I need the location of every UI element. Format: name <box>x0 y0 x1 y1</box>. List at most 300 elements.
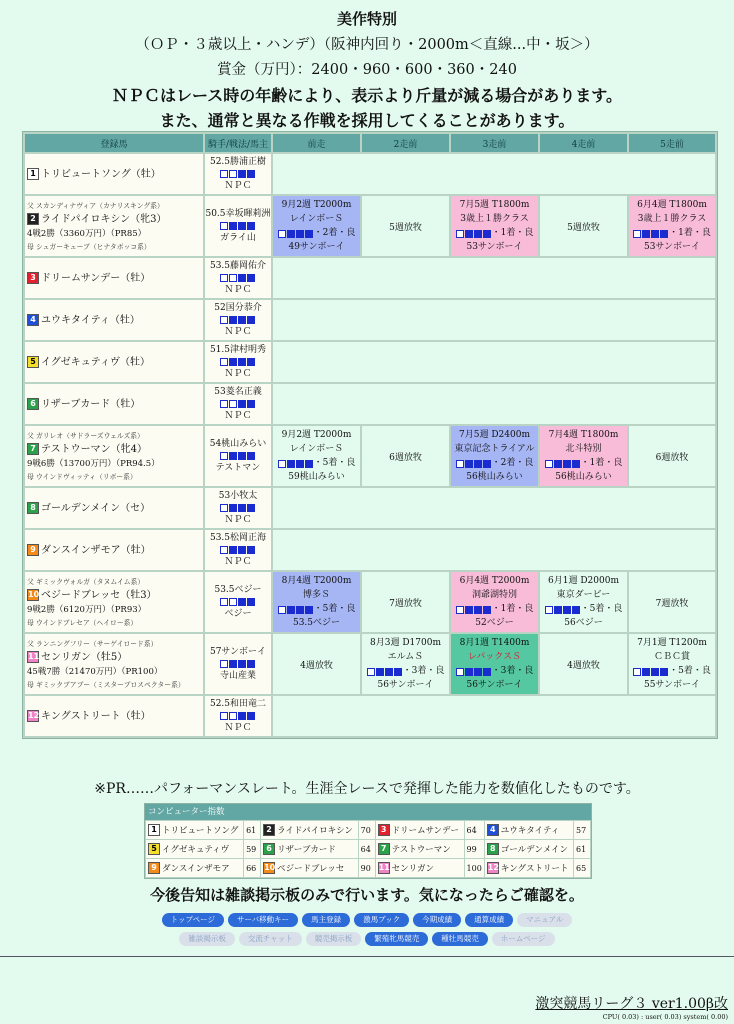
computer-index-table <box>145 820 591 878</box>
running-style-icon <box>456 229 492 237</box>
style-block-icon <box>296 606 304 614</box>
race-result <box>629 226 715 240</box>
style-block-icon <box>465 606 473 614</box>
nav-button[interactable]: 繁殖牝馬競売 <box>365 932 428 946</box>
running-style-icon <box>545 605 581 613</box>
style-block-icon <box>456 460 464 468</box>
horse-dam: 母 ギミックブアブー（ミスタープロスペクター系） <box>27 680 185 689</box>
horse-dam: 母 ウインドブレセア（ヘイロー系） <box>27 618 138 627</box>
style-block-icon <box>474 606 482 614</box>
pc-index-value: 61 <box>574 840 590 858</box>
race-date-distance: 7月1週 T1200m <box>637 638 707 648</box>
running-style <box>205 710 271 722</box>
nav-button-row-1 <box>0 913 734 927</box>
header-last-race: 前走 <box>273 134 360 152</box>
running-style-icon <box>278 605 314 613</box>
running-style-icon <box>456 667 492 675</box>
horse-cell[interactable] <box>25 342 203 382</box>
style-block-icon <box>247 598 255 606</box>
pc-index-value: 66 <box>244 859 260 877</box>
style-block-icon <box>376 668 384 676</box>
jockey-name: 53小牧太 <box>218 491 258 501</box>
empty-race-cell <box>273 530 715 570</box>
jockey-cell <box>205 488 271 528</box>
past-race-cell[interactable] <box>451 196 538 256</box>
nav-button[interactable]: サーバ移動キー <box>228 913 298 927</box>
style-block-icon <box>572 460 580 468</box>
horse-name[interactable] <box>27 442 203 457</box>
style-block-icon <box>278 606 286 614</box>
running-style <box>205 356 271 368</box>
style-block-icon <box>229 316 237 324</box>
style-block-icon <box>238 504 246 512</box>
horse-name[interactable] <box>27 501 203 516</box>
style-block-icon <box>483 230 491 238</box>
table-row <box>25 530 715 570</box>
horse-name[interactable] <box>27 543 203 558</box>
style-block-icon <box>296 460 304 468</box>
gate-number-icon: 5 <box>27 356 39 368</box>
nav-button[interactable]: 雑談掲示板 <box>179 932 235 946</box>
horse-cell[interactable] <box>25 426 203 486</box>
style-block-icon <box>238 358 246 366</box>
race-result <box>451 664 538 678</box>
race-result-text: ・1着・良 <box>491 228 534 238</box>
table-row <box>25 634 715 694</box>
pc-horse-name: センリガン <box>391 863 435 874</box>
race-jockey-weight: 53サンボーイ <box>643 242 700 252</box>
nav-button[interactable]: ホームページ <box>492 932 555 946</box>
table-row <box>146 821 590 839</box>
owner-name: ＮＰＣ <box>224 327 252 337</box>
rest-cell: 7週放牧 <box>629 572 715 632</box>
horse-name[interactable] <box>27 212 203 227</box>
style-block-icon <box>305 606 313 614</box>
gate-number-icon: 10 <box>264 863 276 873</box>
race-prize: 賞金（万円）：2400・960・600・360・240 <box>217 62 517 78</box>
table-row <box>25 488 715 528</box>
race-result-text: ・5着・良 <box>580 604 623 614</box>
style-block-icon <box>483 460 491 468</box>
horse-name-text: ユウキタイティ（牡） <box>41 314 140 326</box>
gate-number-icon: 3 <box>27 272 39 284</box>
owner-name: ＮＰＣ <box>224 369 252 379</box>
gate-number-icon: 12 <box>487 863 499 873</box>
style-block-icon <box>660 668 668 676</box>
jockey-name: 53.5べジー <box>214 585 262 595</box>
horse-name-text: リザーブカード（牡） <box>41 398 141 410</box>
style-block-icon <box>229 452 237 460</box>
app-title[interactable]: 激突競馬リーグ３ ver1.00β改 <box>535 996 728 1012</box>
race-result-text: ・3着・良 <box>491 666 534 676</box>
past-race-cell[interactable] <box>273 426 360 486</box>
gate-number-icon: 9 <box>148 862 160 874</box>
style-block-icon <box>247 712 255 720</box>
style-block-icon <box>238 598 246 606</box>
horse-cell[interactable] <box>25 196 203 256</box>
race-result-text: ・2着・良 <box>313 228 356 238</box>
past-race-cell[interactable] <box>451 634 538 694</box>
horse-name[interactable] <box>27 709 203 724</box>
past-race-cell[interactable] <box>540 572 627 632</box>
style-block-icon <box>287 460 295 468</box>
header-jockey: 騎手/戦法/馬主 <box>205 134 271 152</box>
race-date-distance: 8月1週 T1400m <box>459 638 530 648</box>
running-style-icon <box>220 546 256 554</box>
race-date-distance: 6月4週 T2000m <box>459 576 530 586</box>
strategy-notice: また、通常と異なる作戦を採用してくることがあります。 <box>159 111 575 130</box>
gate-number-icon: 9 <box>27 544 39 556</box>
horse-name[interactable] <box>27 313 203 328</box>
race-name: 北斗特別 <box>565 444 602 454</box>
nav-button[interactable]: 馬主登録 <box>302 913 350 927</box>
running-style-icon <box>278 229 314 237</box>
gate-number-icon: 1 <box>148 824 160 836</box>
header-3-races-ago: 3走前 <box>451 134 538 152</box>
style-block-icon <box>220 546 228 554</box>
past-race-cell[interactable] <box>629 634 715 694</box>
style-block-icon <box>633 230 641 238</box>
race-result-text: ・5着・良 <box>669 666 711 676</box>
running-style-icon <box>220 712 256 720</box>
race-date-distance: 8月3週 D1700m <box>370 638 441 648</box>
horse-sire: 父 スカンディナヴィア（カナリスキング系） <box>27 201 164 210</box>
divider <box>0 956 734 957</box>
table-header-row <box>25 134 715 152</box>
race-result <box>451 602 538 616</box>
style-block-icon <box>305 460 313 468</box>
running-style <box>205 314 271 326</box>
style-block-icon <box>238 170 246 178</box>
style-block-icon <box>220 400 228 408</box>
rest-cell: 6週放牧 <box>362 426 449 486</box>
style-block-icon <box>220 170 228 178</box>
horse-name[interactable] <box>27 355 203 370</box>
style-block-icon <box>385 668 393 676</box>
jockey-name: 52.5和田竜二 <box>209 699 267 709</box>
running-style <box>205 398 271 410</box>
style-block-icon <box>554 606 562 614</box>
table-row <box>146 859 590 877</box>
running-style <box>205 272 271 284</box>
race-result-text: ・2着・良 <box>491 458 534 468</box>
race-result-text: ・1着・良 <box>669 228 711 238</box>
horse-sire: 父 ギミックヴォルガ（タヌムイム系） <box>27 577 145 586</box>
running-style-icon <box>220 452 256 460</box>
horse-record: 9戦2勝（6120万円）（PR93） <box>27 604 147 615</box>
horse-name-text: ベジードブレッセ（牡3） <box>41 589 157 601</box>
jockey-cell <box>205 196 271 256</box>
style-block-icon <box>456 668 464 676</box>
owner-name: ＮＰＣ <box>224 411 252 421</box>
nav-button[interactable]: 種牡馬競売 <box>432 932 488 946</box>
race-name: ＣＢＣ賞 <box>653 652 690 662</box>
horse-cell[interactable] <box>25 258 203 298</box>
horse-name[interactable] <box>27 650 203 665</box>
running-style-icon <box>220 598 256 606</box>
pc-horse-name: キングストリート <box>500 863 569 874</box>
race-jockey-weight: 55サンボーイ <box>643 680 700 690</box>
computer-index-title: コンピューター指数 <box>145 804 591 820</box>
style-block-icon <box>660 230 668 238</box>
horse-cell[interactable] <box>25 572 203 632</box>
pc-horse-cell <box>261 821 358 839</box>
running-style-icon <box>220 316 256 324</box>
jockey-name: 53.5藤岡佑介 <box>209 261 267 271</box>
jockey-name: 52国分恭介 <box>214 303 262 313</box>
running-style-icon <box>220 504 256 512</box>
race-jockey-weight: 53.5べジー <box>292 618 341 628</box>
style-block-icon <box>278 230 286 238</box>
style-block-icon <box>474 668 482 676</box>
pc-horse-name: トリビュートソング <box>162 825 239 836</box>
rest-cell: 7週放牧 <box>362 572 449 632</box>
gate-number-icon: 1 <box>27 168 39 180</box>
style-block-icon <box>642 668 650 676</box>
style-block-icon <box>247 400 255 408</box>
pc-index-value: 64 <box>359 840 375 858</box>
nav-button[interactable]: 競売掲示板 <box>306 932 362 946</box>
race-result <box>629 664 715 678</box>
pc-index-value: 64 <box>465 821 484 839</box>
jockey-name: 54桃山みらい <box>209 439 267 449</box>
running-style-icon <box>456 459 492 467</box>
past-race-cell[interactable] <box>540 426 627 486</box>
race-jockey-weight: 56べジー <box>564 618 603 628</box>
horse-cell[interactable] <box>25 634 203 694</box>
style-block-icon <box>278 460 286 468</box>
horse-name-text: イグゼキュティヴ（牡） <box>41 356 150 368</box>
pc-horse-cell <box>376 859 464 877</box>
nav-button[interactable]: 交流チャット <box>239 932 302 946</box>
race-date-distance: 6月1週 D2000m <box>548 576 619 586</box>
style-block-icon <box>238 274 246 282</box>
style-block-icon <box>247 316 255 324</box>
style-block-icon <box>483 668 491 676</box>
horse-cell[interactable] <box>25 488 203 528</box>
running-style <box>205 544 271 556</box>
owner-name: 寺山産業 <box>219 671 256 681</box>
style-block-icon <box>247 504 255 512</box>
footer-notice: 今後告知は雑談掲示板のみで行います。気になったらご確認を。 <box>150 886 584 904</box>
owner-name: ＮＰＣ <box>224 723 252 733</box>
style-block-icon <box>651 668 659 676</box>
gate-number-icon: 10 <box>28 590 40 599</box>
race-result-text: ・5着・良 <box>313 458 356 468</box>
jockey-cell <box>205 426 271 486</box>
table-row <box>25 196 715 256</box>
rest-cell: 5週放牧 <box>362 196 449 256</box>
horse-sire: 父 ガリレオ（サドラーズウェルズ系） <box>27 431 144 440</box>
style-block-icon <box>456 606 464 614</box>
style-block-icon <box>229 598 237 606</box>
pc-index-value: 57 <box>574 821 590 839</box>
nav-button[interactable]: トップページ <box>162 913 224 927</box>
style-block-icon <box>367 668 375 676</box>
nav-button[interactable]: 通算成績 <box>465 913 513 927</box>
style-block-icon <box>554 460 562 468</box>
style-block-icon <box>545 460 553 468</box>
style-block-icon <box>229 400 237 408</box>
jockey-cell <box>205 384 271 424</box>
horse-dam: 母 ウインドヴィッティ（リボー系） <box>27 472 137 481</box>
style-block-icon <box>247 358 255 366</box>
horse-cell[interactable] <box>25 154 203 194</box>
horse-name[interactable] <box>27 397 203 412</box>
empty-race-cell <box>273 488 715 528</box>
pc-horse-cell <box>485 859 573 877</box>
nav-button[interactable]: 激馬ブック <box>354 913 409 927</box>
horse-cell[interactable] <box>25 384 203 424</box>
past-race-cell[interactable] <box>451 572 538 632</box>
pc-index-value: 70 <box>359 821 375 839</box>
gate-number-icon: 12 <box>28 711 40 720</box>
style-block-icon <box>465 668 473 676</box>
header-4-races-ago: 4走前 <box>540 134 627 152</box>
jockey-name: 50.5幸坂暉莉洲 <box>205 209 271 219</box>
horse-dam: 母 シュガーキューブ（ヒナタボッコ系） <box>27 242 151 251</box>
horse-sire: 父 ランニングフリー（サーゲイロード系） <box>27 639 158 648</box>
horse-cell[interactable] <box>25 300 203 340</box>
style-block-icon <box>394 668 402 676</box>
running-style-icon <box>220 660 256 668</box>
pc-index-value: 65 <box>574 859 590 877</box>
pc-horse-name: ドリームサンデー <box>391 825 460 836</box>
horse-name[interactable] <box>27 588 203 603</box>
race-date-distance: 7月5週 T1800m <box>459 200 530 210</box>
style-block-icon <box>220 358 228 366</box>
nav-button[interactable]: 今期成績 <box>413 913 461 927</box>
horse-name[interactable] <box>27 271 203 286</box>
race-jockey-weight: 59桃山みらい <box>288 472 345 482</box>
rest-cell: 4週放牧 <box>273 634 360 694</box>
pc-index-value: 61 <box>244 821 260 839</box>
pc-horse-cell <box>376 840 464 858</box>
style-block-icon <box>642 230 650 238</box>
style-block-icon <box>229 358 237 366</box>
past-race-cell[interactable] <box>629 196 715 256</box>
running-style-icon <box>367 667 403 675</box>
pc-index-value: 100 <box>465 859 484 877</box>
race-name: 東京ダービー <box>556 590 611 600</box>
owner-name: テストマン <box>215 463 261 473</box>
owner-name: べジー <box>224 609 252 619</box>
race-jockey-weight: 56桃山みらい <box>466 472 523 482</box>
empty-race-cell <box>273 384 715 424</box>
pc-horse-name: イグゼキュティヴ <box>162 844 230 855</box>
cpu-stats: CPU( 0.03) : user( 0.03) system( 0.00) <box>602 1013 728 1021</box>
owner-name: ＮＰＣ <box>224 181 252 191</box>
running-style <box>205 502 271 514</box>
jockey-cell <box>205 572 271 632</box>
pc-horse-name: ユウキタイティ <box>500 825 560 836</box>
style-block-icon <box>238 660 246 668</box>
pr-note: ※PR……パフォーマンスレート。生涯全レースで発揮した能力を数値化したものです。 <box>94 781 640 797</box>
running-style-icon <box>633 229 669 237</box>
style-block-icon <box>465 230 473 238</box>
gate-number-icon: 4 <box>27 314 39 326</box>
race-result <box>451 226 538 240</box>
race-date-distance: 9月2週 T2000m <box>281 430 352 440</box>
horse-name[interactable] <box>27 167 203 182</box>
style-block-icon <box>465 460 473 468</box>
empty-race-cell <box>273 154 715 194</box>
pc-horse-cell <box>485 840 573 858</box>
jockey-name: 57サンボーイ <box>209 647 266 657</box>
pc-horse-cell <box>146 840 243 858</box>
style-block-icon <box>238 452 246 460</box>
race-result <box>362 664 449 678</box>
style-block-icon <box>563 460 571 468</box>
style-block-icon <box>220 504 228 512</box>
race-result <box>540 456 627 470</box>
style-block-icon <box>247 274 255 282</box>
style-block-icon <box>238 316 246 324</box>
pc-index-value: 90 <box>359 859 375 877</box>
running-style <box>205 450 271 462</box>
style-block-icon <box>545 606 553 614</box>
owner-name: ＮＰＣ <box>224 515 252 525</box>
horse-name-text: ドリームサンデー（牡） <box>41 272 151 284</box>
style-block-icon <box>220 452 228 460</box>
header-horse: 登録馬 <box>25 134 203 152</box>
pc-horse-name: ゴールデンメイン <box>500 844 569 855</box>
jockey-cell <box>205 300 271 340</box>
race-date-distance: 7月4週 T1800m <box>548 430 619 440</box>
empty-race-cell <box>273 300 715 340</box>
style-block-icon <box>229 222 237 230</box>
race-result <box>273 602 360 616</box>
style-block-icon <box>229 504 237 512</box>
horse-name-text: センリガン（牡5） <box>41 651 128 663</box>
pc-horse-cell <box>146 821 243 839</box>
race-jockey-weight: 49サンボーイ <box>288 242 345 252</box>
race-date-distance: 7月5週 D2400m <box>459 430 530 440</box>
header-2-races-ago: 2走前 <box>362 134 449 152</box>
horse-cell[interactable] <box>25 696 203 736</box>
table-row <box>25 342 715 382</box>
nav-button[interactable]: マニュアル <box>517 913 572 927</box>
past-race-cell[interactable] <box>362 634 449 694</box>
style-block-icon <box>247 546 255 554</box>
running-style <box>205 596 271 608</box>
header-5-races-ago: 5走前 <box>629 134 715 152</box>
nav-button-row-2 <box>0 932 734 946</box>
race-result-text: ・1着・良 <box>580 458 623 468</box>
table-row <box>25 426 715 486</box>
race-name: 3歳上１勝クラス <box>460 214 529 224</box>
gate-number-icon: 7 <box>27 443 39 455</box>
past-race-cell[interactable] <box>273 196 360 256</box>
jockey-name: 52.5勝浦正樹 <box>209 157 267 167</box>
npc-notice: ＮＰＣはレース時の年齢により、表示より斤量が減る場合があります。 <box>112 86 622 105</box>
style-block-icon <box>229 274 237 282</box>
past-race-cell[interactable] <box>451 426 538 486</box>
style-block-icon <box>229 660 237 668</box>
horse-record: 9戦6勝（13700万円）（PR94.5） <box>27 458 160 469</box>
style-block-icon <box>238 400 246 408</box>
race-name: レパックスＳ <box>467 652 522 662</box>
race-jockey-weight: 56サンボーイ <box>377 680 434 690</box>
owner-name: ガライ山 <box>220 233 256 243</box>
running-style-icon <box>633 667 669 675</box>
race-result <box>451 456 538 470</box>
past-race-cell[interactable] <box>273 572 360 632</box>
horse-cell[interactable] <box>25 530 203 570</box>
computer-index-box <box>144 803 592 879</box>
jockey-name: 53菱名正義 <box>214 387 262 397</box>
pc-horse-name: ベジードブレッセ <box>277 863 345 874</box>
